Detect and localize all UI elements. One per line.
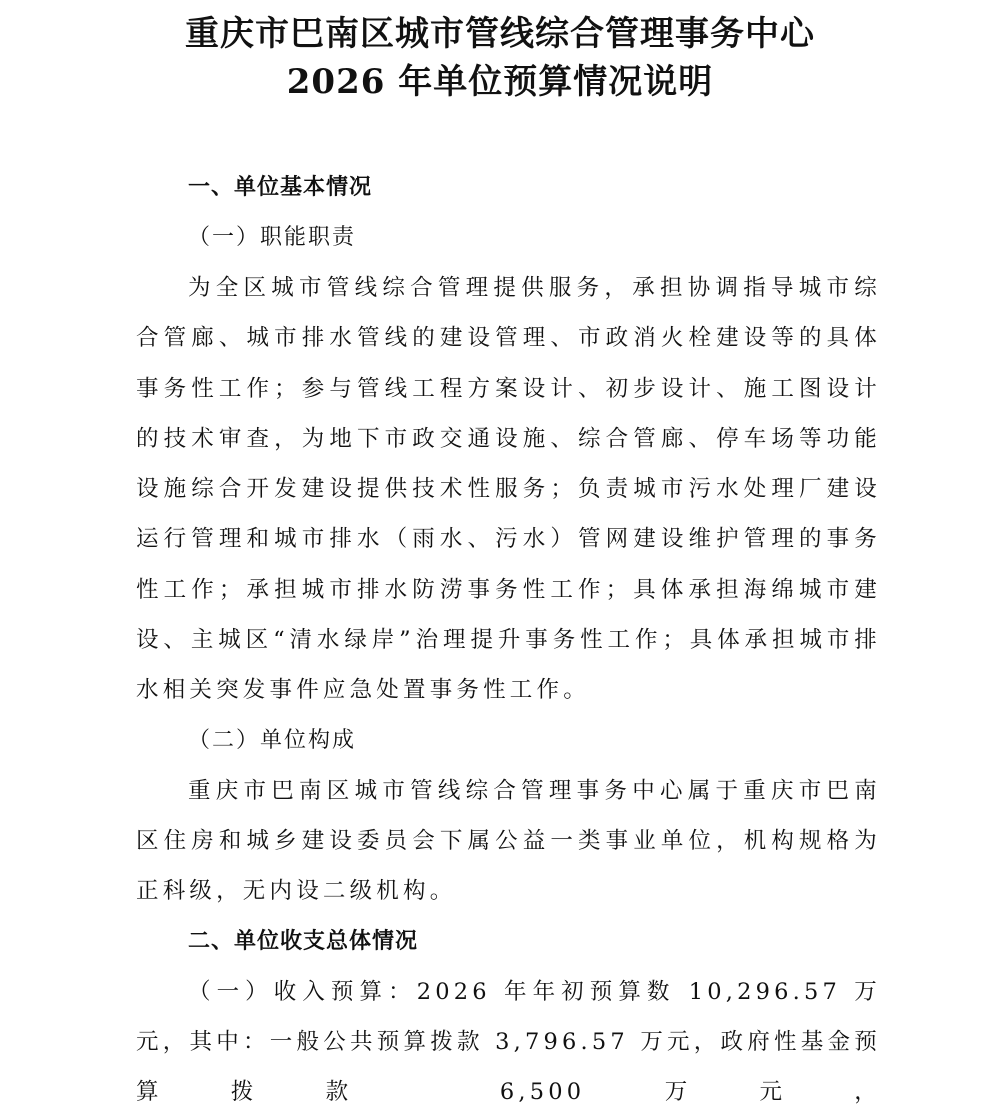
- sub1-paragraph: 为全区城市管线综合管理提供服务，承担协调指导城市综合管廊、城市排水管线的建设管理、市政消火栓建设等的具体事务性工作；参与管线工程方案设计、初步设计、施工图设计的技术审查，为地下市政交通设施、综合管廊、停车场等功能设施综合开发建设提供技术性服务；负责城市污水处理厂建设运行管理和城市排水（雨水、污水）管网建设维护管理的事务性工作；承担城市排水防涝事务性工作；具体承担海绵城市建设、主城区“清水绿岸”治理提升事务性工作；具体承担城市排水相关突发事件应急处置事务性工作。: [136, 275, 881, 704]
- sub2-heading: （二）单位构成: [188, 727, 357, 753]
- income-paragraph: （一）收入预算：2026 年年初预算数 10,296.57 万元，其中：一般公共预算拨款 3,796.57 万元，政府性基金预算拨款 6,500 万元，: [136, 978, 881, 1106]
- document-title-line2: 2026 年单位预算情况说明: [286, 62, 714, 102]
- document-body: [136, 163, 881, 1117]
- section1-heading: 一、单位基本情况: [188, 175, 373, 200]
- section2-heading: 二、单位收支总体情况: [188, 928, 419, 954]
- sub1-heading: （一）职能职责: [188, 225, 357, 250]
- document-title-line1: 重庆市巴南区城市管线综合管理事务中心: [185, 14, 815, 54]
- sub2-paragraph: 重庆市巴南区城市管线综合管理事务中心属于重庆市巴南区住房和城乡建设委员会下属公益一类事业单位，机构规格为正科级，无内设二级机构。: [136, 777, 881, 905]
